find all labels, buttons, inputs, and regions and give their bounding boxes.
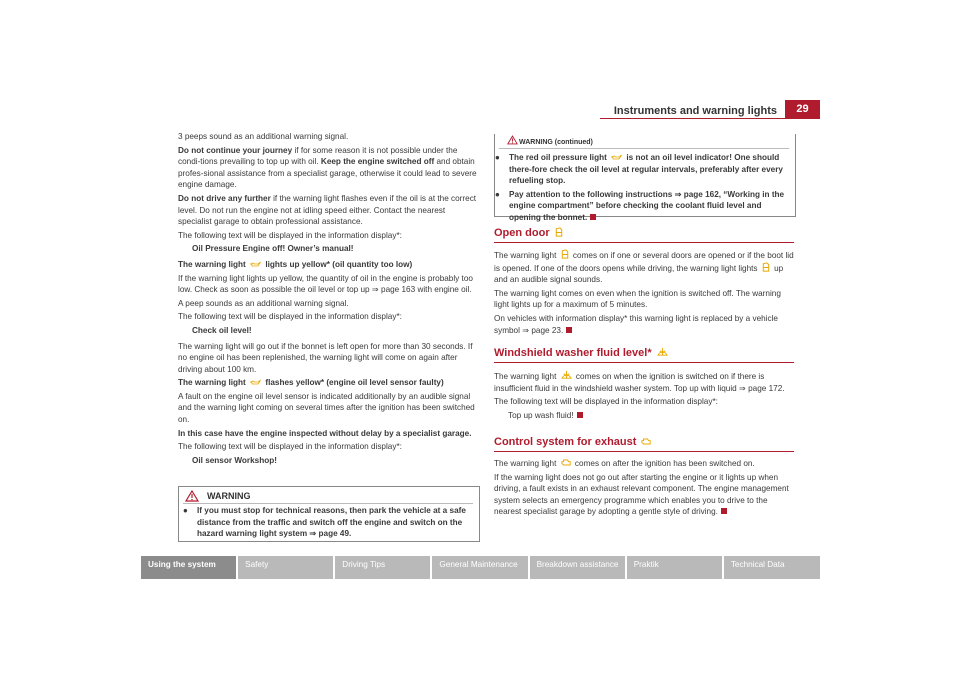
warning-bullet: ● If you must stop for technical reasons, then park the vehicle at a safe distance from the traffic and switch off the engine and switch on the hazard warning light system ⇒ page 49. — [183, 506, 466, 539]
page-header-title: Instruments and warning lights — [613, 105, 777, 117]
oil-can-icon — [250, 261, 261, 268]
paragraph: The warning light comes on when the ignition is switched on if there is insufficient fluid in the windshield washer system. Top up with liquid ⇒ page 172. — [494, 372, 785, 393]
warning-continued-body — [495, 152, 793, 226]
display-message: Check oil level! — [192, 325, 252, 335]
warning-continued-label: WARNING (continued) — [519, 139, 593, 146]
open-door-icon — [561, 249, 569, 259]
nav-tab-using-the-system[interactable]: Using the system — [141, 556, 236, 579]
paragraph: 3 peeps sound as an additional warning signal. — [178, 132, 349, 141]
oil-can-icon — [611, 154, 622, 161]
header-rule — [600, 118, 820, 119]
warning-continued-box — [494, 134, 796, 222]
nav-tab-praktik[interactable]: Praktik — [627, 556, 722, 579]
subheading: The warning light flashes yellow* (engine oil level sensor faulty) — [178, 378, 444, 388]
section-heading-exhaust: Control system for exhaust — [494, 436, 794, 452]
end-marker-icon — [721, 508, 727, 514]
warning-box — [178, 486, 480, 542]
warning-continued-header — [499, 134, 789, 149]
left-column — [178, 131, 478, 470]
nav-tab-breakdown-assistance[interactable]: Breakdown assistance — [530, 556, 625, 579]
paragraph: The following text will be displayed in the information display*: — [178, 442, 402, 452]
paragraph: The following text will be displayed in the information display*: — [178, 230, 402, 240]
warning-label: WARNING — [207, 491, 251, 501]
engine-icon — [641, 437, 651, 446]
paragraph: The warning light will go out if the bonnet is left open for more than 30 seconds. If no engine oil has been replenished, the warning light will come on again after driving about 100 km. — [178, 341, 473, 374]
paragraph: A fault on the engine oil level sensor is indicated additionally by an audible signal and the warning light coming on several times after the ignition has been switched on. — [178, 391, 475, 425]
display-message: Oil sensor Workshop! — [192, 455, 277, 465]
section-heading-open-door: Open door — [494, 227, 794, 243]
nav-tab-technical-data[interactable]: Technical Data — [724, 556, 820, 579]
subheading: The warning light lights up yellow* (oil quantity too low) — [178, 259, 413, 269]
paragraph: If the warning light does not go out after starting the engine or it lights up when driving, a fault exists in an exhaust relevant component. The engine management system selects an emergency programme which enables you to drive to the nearest specialist garage by adopting a gentle style of driving. — [494, 472, 789, 517]
warning-bullet: ● Pay attention to the following instructions ⇒ page 162, “Working in the engine compartment” before checking the coolant fluid level and opening the bonnet. — [495, 189, 785, 222]
end-marker-icon — [590, 214, 596, 220]
paragraph: The warning light comes on if one or several doors are opened or if the boot lid is opened. If one of the doors opens while driving, the warning light lights up and an audible signal sounds. — [494, 251, 794, 285]
paragraph: The following text will be displayed in the information display*: — [494, 397, 718, 407]
end-marker-icon — [566, 327, 572, 333]
nav-tab-general-maintenance[interactable]: General Maintenance — [432, 556, 527, 579]
nav-tab-safety[interactable]: Safety — [238, 556, 333, 579]
paragraph: Do not continue your journey if for some reason it is not possible under the condi-tions prevailing to top up with oil. Keep the engine switched off and obtain profes-sional assistance from a specialist garage, otherwise it could lead to severe engine damage. — [178, 145, 477, 190]
open-door-icon — [762, 262, 770, 272]
section-heading-washer: Windshield washer fluid level* — [494, 347, 794, 363]
warning-triangle-icon — [185, 490, 199, 502]
warning-bullet: ● The red oil pressure light is not an oil level indicator! One should there-fore check the oil level at regular intervals, preferably after every refueling stop. — [495, 153, 783, 186]
paragraph: If the warning light lights up yellow, the quantity of oil in the engine is probably too low. Check as soon as possible the oil level or top up ⇒ page 163 with engine oil. — [178, 273, 473, 295]
end-marker-icon — [577, 412, 583, 418]
washer-fluid-icon — [657, 347, 668, 357]
section-open-door — [494, 249, 796, 338]
paragraph: Do not drive any further if the warning light flashes even if the oil is at the correct level. Do not run the engine not at idling speed either. Contact the nearest specialist garage to obtain professional assistance. — [178, 193, 477, 227]
nav-tab-driving-tips[interactable]: Driving Tips — [335, 556, 430, 579]
section-exhaust — [494, 458, 796, 520]
engine-icon — [561, 458, 571, 467]
oil-can-icon — [250, 379, 261, 386]
paragraph: A peep sounds as an additional warning signal. — [178, 298, 349, 308]
warning-body — [183, 505, 477, 542]
paragraph: The following text will be displayed in the information display*: — [178, 312, 402, 322]
page-number: 29 — [785, 100, 820, 119]
display-message: Oil Pressure Engine off! Owner’s manual! — [192, 244, 354, 254]
warning-triangle-icon — [507, 135, 518, 145]
paragraph: In this case have the engine inspected without delay by a specialist garage. — [178, 428, 472, 438]
display-message: Top up wash fluid! — [494, 410, 796, 422]
warning-header — [183, 489, 473, 504]
paragraph: The warning light comes on even when the ignition is switched off. The warning light lights up for a maximum of 5 minutes. — [494, 288, 781, 310]
washer-fluid-icon — [561, 370, 572, 380]
section-washer — [494, 370, 796, 423]
chapter-nav — [141, 556, 820, 579]
paragraph: The warning light comes on after the ignition has been switched on. — [494, 459, 755, 468]
paragraph: On vehicles with information display* this warning light is replaced by a vehicle symbol ⇒ page 23. — [494, 313, 778, 335]
open-door-icon — [555, 227, 563, 237]
